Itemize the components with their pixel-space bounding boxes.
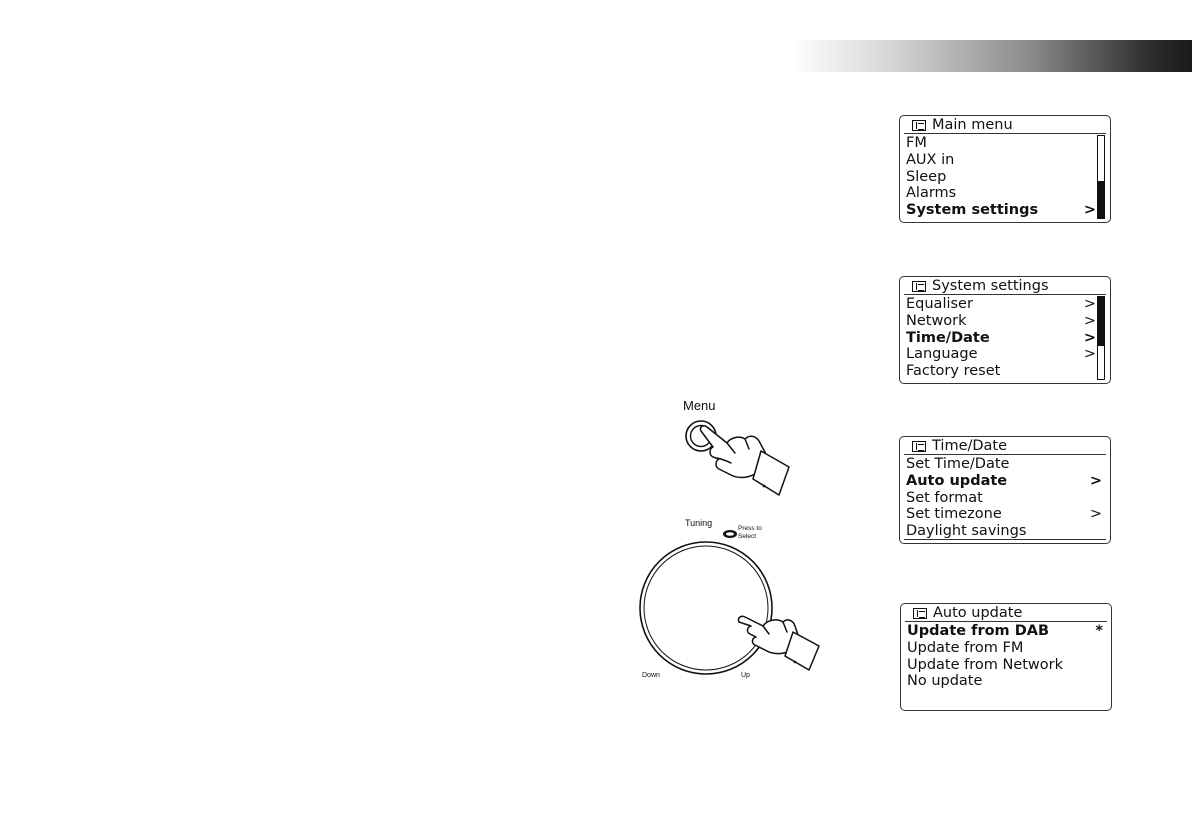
lcd-menu-item-selected: Auto update > (906, 472, 1102, 489)
lcd-scrollbar-thumb (1098, 297, 1104, 346)
lcd-scrollbar (1097, 135, 1105, 219)
lcd-title: System settings (932, 278, 1049, 294)
lcd-menu-list (907, 623, 1103, 690)
lcd-screen-time-date (899, 436, 1111, 544)
lcd-menu-list (906, 456, 1102, 540)
header-gradient-bar (790, 40, 1192, 72)
menu-button-label: Menu (683, 398, 716, 413)
down-label: Down (642, 672, 660, 679)
lcd-title-bar (904, 278, 1106, 295)
up-label: Up (741, 672, 750, 679)
lcd-menu-item: Update from FM (907, 639, 1024, 656)
lcd-menu-item: FM (906, 135, 927, 151)
lcd-scrollbar-thumb (1098, 181, 1104, 218)
lcd-menu-item: Network > (906, 312, 1096, 329)
lcd-title-bar (904, 117, 1106, 134)
lcd-menu-item: AUX in (906, 151, 955, 168)
lcd-screen-main-menu (899, 115, 1111, 223)
lcd-menu-item: Set format (906, 489, 983, 506)
lcd-menu-item-selected: Time/Date > (906, 329, 1096, 346)
lcd-menu-list (906, 135, 1096, 219)
lcd-scrollbar (1097, 296, 1105, 380)
lcd-screen-auto-update (900, 603, 1112, 711)
lcd-menu-list (906, 296, 1096, 380)
lcd-title: Main menu (932, 117, 1013, 133)
lcd-menu-item: Factory reset (906, 363, 1001, 380)
lcd-menu-item: Set timezone > (906, 506, 1102, 523)
pointing-hand-icon (737, 612, 827, 672)
lcd-title: Time/Date (932, 438, 1008, 454)
lcd-menu-item: Sleep (906, 168, 947, 185)
lcd-screen-system-settings (899, 276, 1111, 384)
press-to-label: Press to (738, 525, 762, 532)
lcd-menu-item-selected: Update from DAB * (907, 623, 1103, 639)
lcd-menu-item: Alarms (906, 185, 957, 202)
lcd-title-bar (905, 605, 1107, 622)
tuning-label: Tuning (685, 518, 713, 528)
select-label: Select (738, 533, 757, 540)
lcd-menu-item: No update (907, 673, 983, 690)
lcd-title-bar (904, 438, 1106, 455)
menu-list-icon (912, 120, 926, 131)
press-select-icon (722, 529, 738, 539)
menu-list-icon (913, 608, 927, 619)
lcd-menu-item: Set Time/Date (906, 456, 1010, 472)
lcd-menu-item: Update from Network (907, 656, 1064, 673)
pointing-hand-icon (697, 423, 797, 498)
lcd-bottom-rule (904, 539, 1106, 540)
lcd-menu-item: Equaliser > (906, 296, 1096, 312)
lcd-menu-item-selected: System settings > (906, 202, 1096, 219)
menu-list-icon (912, 281, 926, 292)
lcd-title: Auto update (933, 605, 1023, 621)
lcd-menu-item: Language > (906, 346, 1096, 363)
lcd-menu-item: Daylight savings (906, 523, 1027, 540)
menu-list-icon (912, 441, 926, 452)
